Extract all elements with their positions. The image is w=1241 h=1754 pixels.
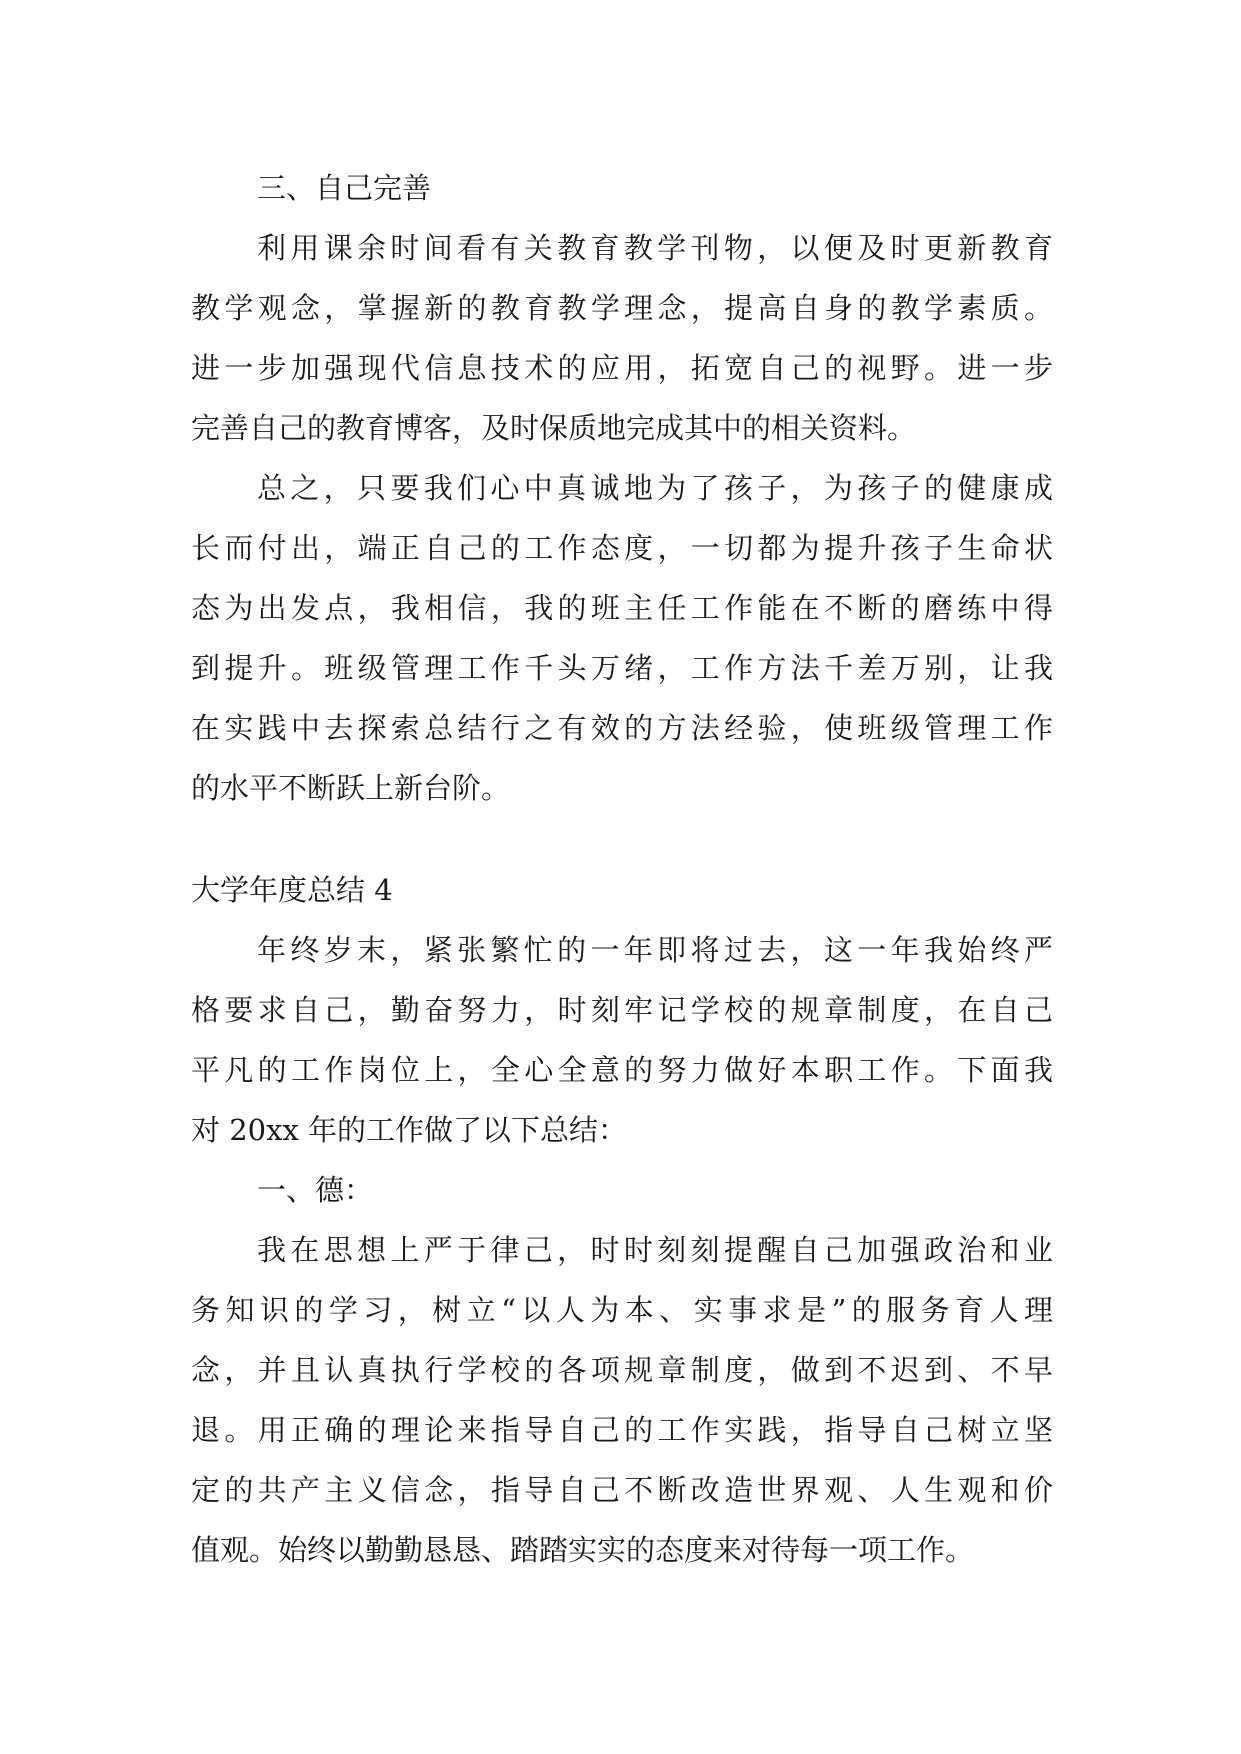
section-annual-summary bbox=[191, 860, 1053, 1580]
paragraph-line: 长而付出，端正自己的工作态度，一切都为提升孩子生命状 bbox=[191, 531, 1053, 565]
paragraph-intro bbox=[191, 920, 1053, 1160]
section-heading: 三、自己完善 bbox=[257, 171, 432, 205]
paragraph-self-improvement bbox=[191, 218, 1053, 458]
document-title: 大学年度总结 4 bbox=[191, 873, 393, 907]
paragraph-line: 念，并且认真执行学校的各项规章制度，做到不迟到、不早 bbox=[191, 1353, 1053, 1387]
paragraph-line: 进一步加强现代信息技术的应用，拓宽自己的视野。进一步 bbox=[191, 351, 1053, 385]
paragraph-line: 我在思想上严于律己，时时刻刻提醒自己加强政治和业 bbox=[257, 1233, 1053, 1267]
paragraph-line: 完善自己的教育博客，及时保质地完成其中的相关资料。 bbox=[191, 411, 917, 445]
paragraph-line: 定的共产主义信念，指导自己不断改造世界观、人生观和价 bbox=[191, 1473, 1053, 1507]
paragraph-line: 总之，只要我们心中真诚地为了孩子，为孩子的健康成 bbox=[257, 471, 1053, 505]
paragraph-line: 平凡的工作岗位上，全心全意的努力做好本职工作。下面我 bbox=[191, 1053, 1053, 1087]
paragraph-line: 对 20xx 年的工作做了以下总结： bbox=[191, 1113, 628, 1147]
paragraph-morality bbox=[191, 1220, 1053, 1580]
paragraph-line: 务知识的学习，树立“以人为本、实事求是”的服务育人理 bbox=[191, 1293, 1053, 1327]
paragraph-line: 年终岁末，紧张繁忙的一年即将过去，这一年我始终严 bbox=[257, 933, 1053, 967]
paragraph-line: 的水平不断跃上新台阶。 bbox=[191, 771, 511, 805]
section-self-improvement bbox=[191, 158, 1053, 818]
paragraph-line: 格要求自己，勤奋努力，时刻牢记学校的规章制度，在自己 bbox=[191, 993, 1053, 1027]
subheading-morality: 一、德： bbox=[257, 1173, 374, 1207]
paragraph-line: 态为出发点，我相信，我的班主任工作能在不断的磨练中得 bbox=[191, 591, 1053, 625]
paragraph-line: 在实践中去探索总结行之有效的方法经验，使班级管理工作 bbox=[191, 711, 1053, 745]
paragraph-line: 到提升。班级管理工作千头万绪，工作方法千差万别，让我 bbox=[191, 651, 1053, 685]
paragraph-line: 教学观念，掌握新的教育教学理念，提高自身的教学素质。 bbox=[191, 291, 1053, 325]
paragraph-conclusion bbox=[191, 458, 1053, 818]
paragraph-line: 利用课余时间看有关教育教学刊物，以便及时更新教育 bbox=[257, 231, 1053, 265]
paragraph-line: 值观。始终以勤勤恳恳、踏踏实实的态度来对待每一项工作。 bbox=[191, 1533, 975, 1567]
paragraph-line: 退。用正确的理论来指导自己的工作实践，指导自己树立坚 bbox=[191, 1413, 1053, 1447]
